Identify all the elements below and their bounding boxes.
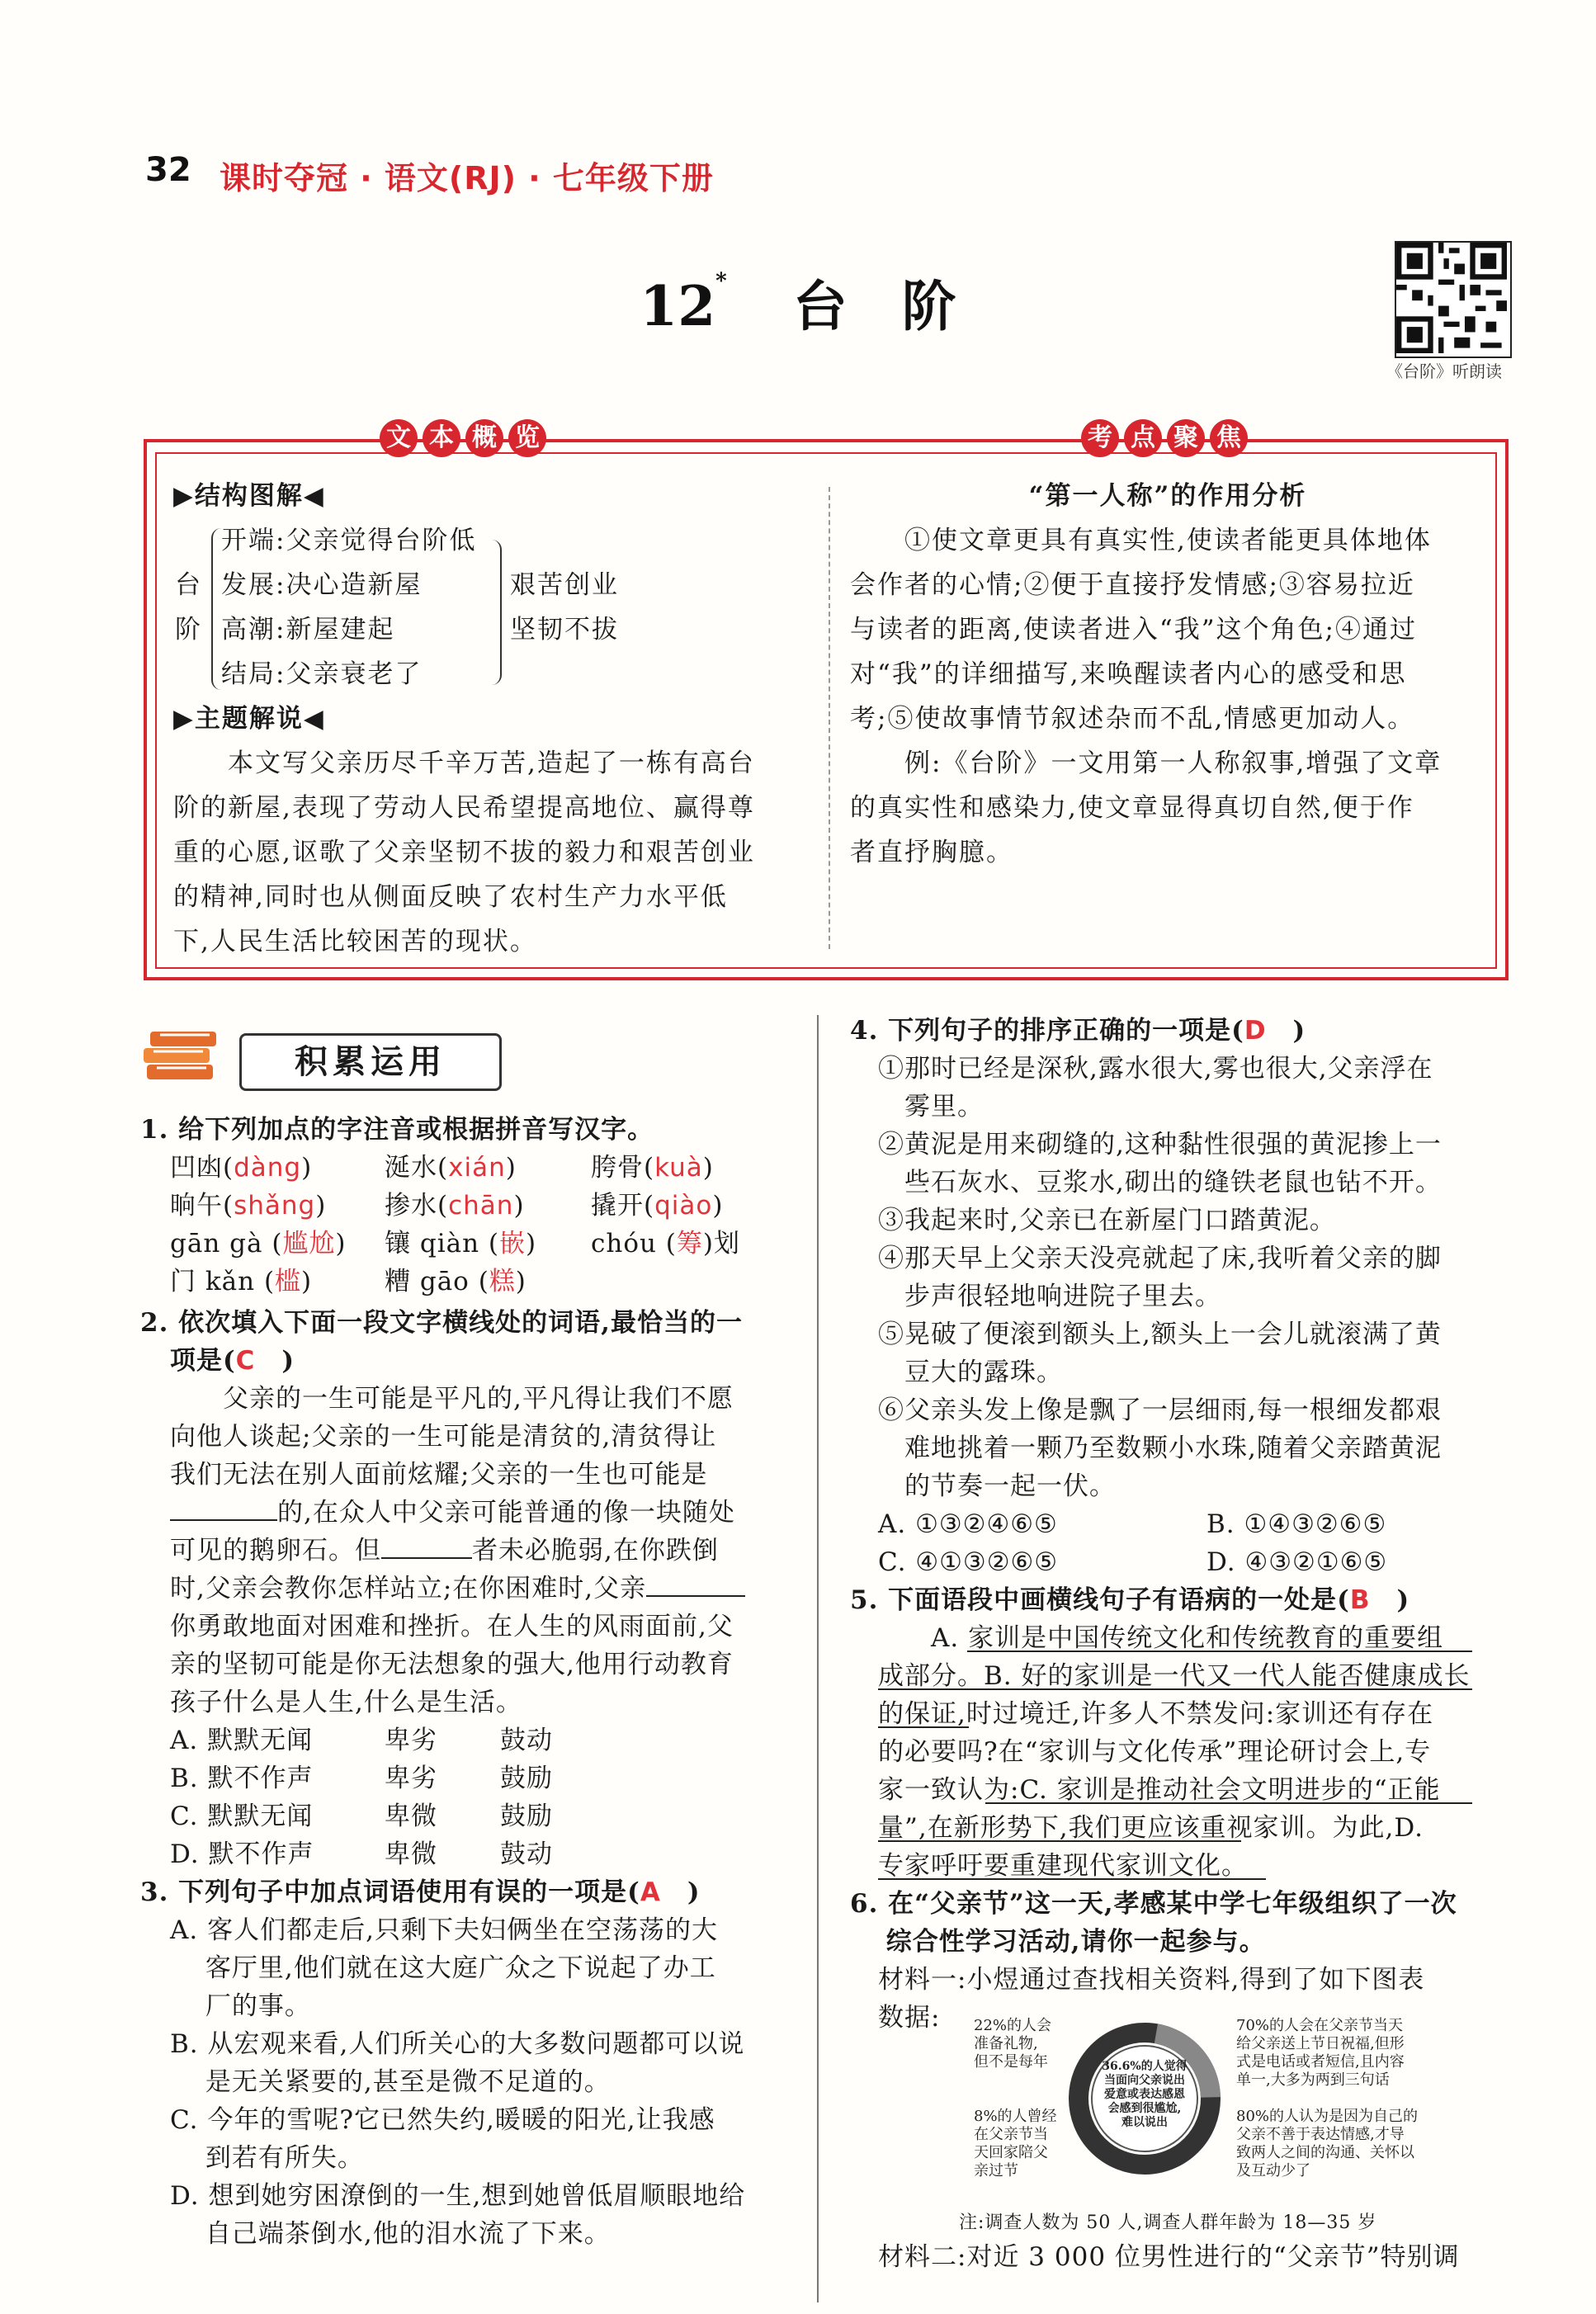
structure-root-2: 阶 <box>175 615 202 645</box>
q2-line: 可见的鹅卵石。但 者未必脆弱,在你跌倒 <box>170 1536 719 1565</box>
q6-material-1-cont: 数据: <box>878 2003 941 2033</box>
q1-stem: 1. 给下列加点的字注音或根据拼音写汉字。 <box>140 1115 654 1145</box>
q2-option: A. 默默无闻 卑劣 鼓动 <box>170 1726 553 1755</box>
focus-line: 考;⑤使故事情节叙述杂而不乱,情感更加动人。 <box>850 704 1415 734</box>
answer: A <box>640 1877 661 1907</box>
answer: 筹 <box>676 1229 703 1259</box>
qr-caption: 《台阶》听朗读 <box>1386 361 1502 381</box>
q6-material-2: 材料二:对近 3 000 位男性进行的“父亲节”特别调 <box>878 2242 1460 2272</box>
q2-stem-cont: 项是(C ) <box>170 1346 295 1376</box>
q3-line: 厂的事。 <box>170 1991 311 2021</box>
focus-line: 对“我”的详细描写,来唤醒读者内心的感受和思 <box>850 659 1407 689</box>
chart-note: 注:调查人数为 50 人,调查人群年龄为 18—35 岁 <box>959 2212 1377 2233</box>
structure-bracket-right <box>492 540 502 685</box>
structure-root-1: 台 <box>175 570 202 600</box>
focus-title: “第一人称”的作用分析 <box>1028 481 1307 511</box>
lesson-title <box>0 262 1596 341</box>
chart-text-left-top: 22%的人会 准备礼物, 但不是每年 <box>974 2017 1052 2071</box>
q4-stem: 4. 下列句子的排序正确的一项是(D ) <box>850 1016 1306 1046</box>
chart-text-right-top: 70%的人会在父亲节当天 给父亲送上节日祝福,但形 式是电话或者短信,且内容 单一,大多为两到三句话 <box>1236 2017 1405 2089</box>
column-divider <box>817 1015 819 2302</box>
structure-item: 发展:决心造新屋 <box>221 570 423 600</box>
theme-line: 重的心愿,讴歌了父亲坚韧不拔的毅力和艰苦创业 <box>173 838 755 867</box>
q4-line: 难地挑着一颗乃至数颗小水珠,随着父亲踏黄泥 <box>878 1433 1442 1463</box>
q4-line: 豆大的露珠。 <box>878 1358 1063 1387</box>
q4-option: A. ①③②④⑥⑤ B. ①④③②⑥⑤ <box>878 1509 1387 1539</box>
badge-text-overview: 文 本 概 览 <box>380 419 546 459</box>
q2-option: B. 默不作声 卑劣 鼓励 <box>170 1764 553 1793</box>
q3-line: C. 今年的雪呢?它已然失约,暖暖的阳光,让我感 <box>170 2105 715 2135</box>
answer: 糕 <box>489 1267 516 1296</box>
q2-stem: 2. 依次填入下面一段文字横线处的词语,最恰当的一 <box>140 1308 743 1338</box>
q3-line: B. 从宏观来看,人们所关心的大多数问题都可以说 <box>170 2029 745 2059</box>
q4-line: ②黄泥是用来砌缝的,这种黏性很强的黄泥掺上一 <box>878 1130 1442 1159</box>
chart-center-text: 36.6%的人觉得 当面向父亲说出 爱意或表达感恩 会感到很尴尬, 难以说出 <box>1102 2060 1188 2129</box>
qr-code-icon[interactable] <box>1395 241 1512 358</box>
q3-stem: 3. 下列句子中加点词语使用有误的一项是(A ) <box>140 1877 701 1907</box>
answer: chān <box>448 1191 514 1221</box>
q4-line: ③我起来时,父亲已在新屋门口踏黄泥。 <box>878 1206 1336 1235</box>
answer: shǎng <box>234 1191 316 1221</box>
q6-material-1: 材料一:小煜通过查找相关资料,得到了如下图表 <box>878 1965 1425 1995</box>
q3-line: A. 客人们都走后,只剩下夫妇俩坐在空荡荡的大 <box>170 1915 718 1945</box>
q3-line: 是无关紧要的,甚至是微不足道的。 <box>170 2067 611 2097</box>
q2-line: 亲的坚韧可能是你无法想象的强大,他用行动教育 <box>170 1650 734 1679</box>
page-number: 32 <box>145 151 191 189</box>
q1-row: gān gà (尴尬) 镶 qiàn (嵌) chóu (筹)划 <box>170 1229 741 1259</box>
answer: 槛 <box>275 1267 302 1296</box>
lesson-star: * <box>715 269 727 294</box>
q4-line: 雾里。 <box>878 1092 984 1122</box>
answer: qiào <box>654 1191 713 1221</box>
lesson-name: 台 阶 <box>792 274 956 338</box>
focus-line: 者直抒胸臆。 <box>850 838 1013 867</box>
overview-divider <box>829 487 830 949</box>
answer: 嵌 <box>499 1229 526 1259</box>
q5-line: 成部分。B. 好的家训是一代又一代人能否健康成长 <box>878 1661 1471 1691</box>
q5-line: 的必要吗?在“家训与文化传承”理论研讨会上,专 <box>878 1737 1432 1767</box>
answer: B <box>1349 1585 1371 1615</box>
q5-line: 专家呼吁要重建现代家训文化。 <box>878 1851 1248 1881</box>
lesson-number: 12 <box>640 274 716 338</box>
structure-item: 结局:父亲衰老了 <box>221 659 423 689</box>
q5-line: 的保证,时过境迁,许多人不禁发问:家训还有存在 <box>878 1699 1434 1729</box>
theme-line: 的精神,同时也从侧面反映了农村生产力水平低 <box>173 882 728 912</box>
q2-line: 孩子什么是人生,什么是生活。 <box>170 1688 522 1717</box>
q3-line: D. 想到她穷困潦倒的一生,想到她曾低眉顺眼地给 <box>170 2181 746 2211</box>
q5-line: 家一致认为:C. 家训是推动社会文明进步的“正能 <box>878 1775 1441 1805</box>
q5-line: 量”,在新形势下,我们更应该重视家训。为此,D. <box>878 1813 1424 1843</box>
focus-line: 例:《台阶》一文用第一人称叙事,增强了文章 <box>850 749 1443 778</box>
focus-line: 会作者的心情;②便于直接抒发情感;③容易拉近 <box>850 570 1415 600</box>
q1-row: 门 kǎn (槛) 糟 gāo (糕) <box>170 1267 526 1296</box>
q2-line: 时,父亲会教你怎样站立;在你困难时,父亲 <box>170 1570 745 1608</box>
q4-line: 的节奏一起一伏。 <box>878 1471 1116 1501</box>
q2-option: D. 默不作声 卑微 鼓动 <box>170 1839 553 1869</box>
q2-line: 我们无法在别人面前炫耀;父亲的一生也可能是 <box>170 1460 708 1490</box>
q2-line: 向他人谈起;父亲的一生可能是清贫的,清贫得让 <box>170 1422 717 1452</box>
q3-line: 客厅里,他们就在这大庭广众之下说起了办工 <box>170 1953 716 1983</box>
theme-line: 下,人民生活比较困苦的现状。 <box>173 927 537 956</box>
structure-result: 坚韧不拔 <box>510 615 619 645</box>
structure-item: 高潮:新屋建起 <box>221 615 395 645</box>
focus-line: 与读者的距离,使读者进入“我”这个角色;④通过 <box>850 615 1417 645</box>
q3-line: 自己端茶倒水,他的泪水流了下来。 <box>170 2219 611 2249</box>
q4-line: ⑥父亲头发上像是飘了一层细雨,每一根细发都艰 <box>878 1395 1442 1425</box>
answer: D <box>1244 1016 1267 1046</box>
answer: xián <box>448 1153 506 1183</box>
q4-line: 些石灰水、豆浆水,砌出的缝铁老鼠也钻不开。 <box>878 1168 1442 1197</box>
structure-item: 开端:父亲觉得台阶低 <box>221 526 477 555</box>
structure-heading: ▶结构图解◀ <box>173 481 325 511</box>
structure-bracket-left <box>211 528 221 690</box>
theme-line: 阶的新屋,表现了劳动人民希望提高地位、赢得尊 <box>173 793 755 823</box>
q4-line: ⑤晃破了便滚到额头上,额头上一会儿就滚满了黄 <box>878 1320 1442 1349</box>
answer: 尴尬 <box>282 1229 336 1259</box>
q4-line: ①那时已经是深秋,露水很大,雾也很大,父亲浮在 <box>878 1054 1433 1084</box>
focus-line: 的真实性和感染力,使文章显得真切自然,便于作 <box>850 793 1414 823</box>
q4-option: C. ④①③②⑥⑤ D. ④③②①⑥⑤ <box>878 1547 1388 1577</box>
answer: kuà <box>654 1153 703 1183</box>
q6-stem-cont: 综合性学习活动,请你一起参与。 <box>850 1927 1266 1957</box>
theme-line: 本文写父亲历尽千辛万苦,造起了一栋有高台 <box>173 749 755 778</box>
q3-line: 到若有所失。 <box>170 2143 364 2173</box>
survey-chart <box>974 2017 1436 2207</box>
q2-option: C. 默默无闻 卑微 鼓励 <box>170 1802 553 1831</box>
q5-stem: 5. 下面语段中画横线句子有语病的一处是(B ) <box>850 1585 1410 1615</box>
q2-line: 的,在众人中父亲可能普通的像一块随处 <box>170 1494 735 1532</box>
q1-row: 凹凼(dàng) 涎水(xián) 胯骨(kuà) <box>170 1153 714 1183</box>
q2-line: 父亲的一生可能是平凡的,平凡得让我们不愿 <box>170 1384 734 1414</box>
q4-line: ④那天早上父亲天没亮就起了床,我听着父亲的脚 <box>878 1244 1442 1273</box>
q5-line: A. 家训是中国传统文化和传统教育的重要组 <box>878 1623 1444 1653</box>
chart-text-left-bottom: 8%的人曾经 在父亲节当 天回家陪父 亲过节 <box>974 2108 1057 2179</box>
focus-line: ①使文章更具有真实性,使读者能更具体地体 <box>850 526 1432 555</box>
answer: C <box>235 1346 256 1376</box>
book-title: 课时夺冠 · 语文(RJ) · 七年级下册 <box>220 160 714 196</box>
books-icon <box>140 1017 223 1091</box>
badge-key-points: 考 点 聚 焦 <box>1081 419 1248 459</box>
theme-heading: ▶主题解说◀ <box>173 704 325 734</box>
section-label: 积累运用 <box>239 1033 502 1091</box>
answer: dàng <box>234 1153 302 1183</box>
q2-line: 你勇敢地面对困难和挫折。在人生的风雨面前,父 <box>170 1612 734 1641</box>
chart-text-right-bottom: 80%的人认为是因为自己的 父亲不善于表达情感,才导 致两人之间的沟通、关怀以 及互动少了 <box>1236 2108 1419 2179</box>
structure-result: 艰苦创业 <box>510 570 619 600</box>
q1-row: 晌午(shǎng) 掺水(chān) 撬开(qiào) <box>170 1191 724 1221</box>
q6-stem: 6. 在“父亲节”这一天,孝感某中学七年级组织了一次 <box>850 1889 1457 1919</box>
q4-line: 步声很轻地响进院子里去。 <box>878 1282 1221 1311</box>
